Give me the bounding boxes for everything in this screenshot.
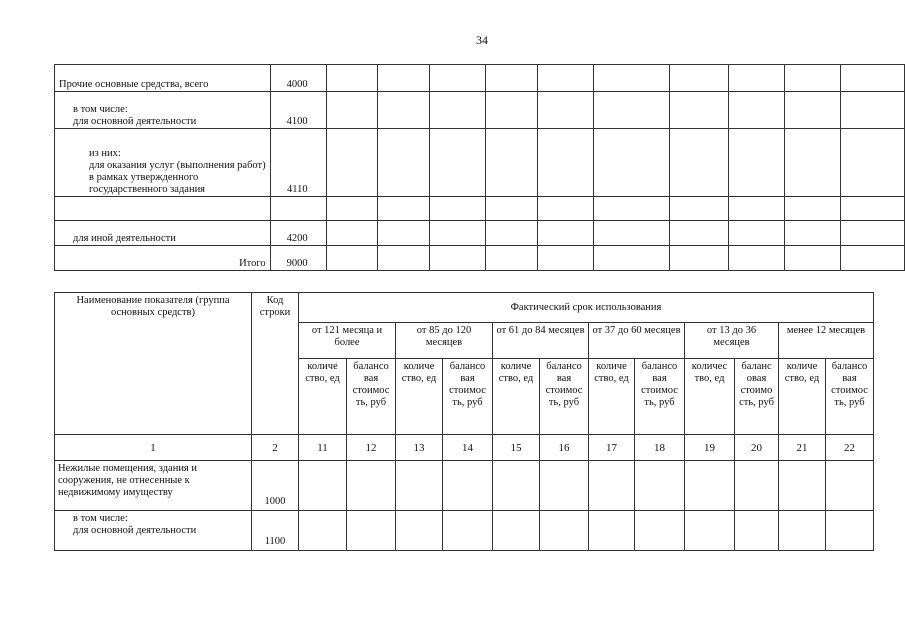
row-label — [55, 197, 271, 221]
row-label — [55, 92, 271, 129]
header-book-value: баланс овая стоимо сть, руб — [735, 359, 779, 435]
column-numbers-row — [55, 435, 874, 461]
header-quantity: количе ство, ед — [493, 359, 540, 435]
table-row — [55, 197, 905, 221]
row-code: 9000 — [270, 246, 326, 271]
row-label — [55, 129, 271, 197]
column-number: 18 — [635, 435, 685, 461]
row-code: 4200 — [270, 221, 326, 246]
column-number: 12 — [347, 435, 396, 461]
column-number: 17 — [589, 435, 635, 461]
table-row — [55, 129, 905, 197]
column-number: 2 — [252, 435, 299, 461]
column-number: 11 — [299, 435, 347, 461]
row-label-line: в том числе: для основной деятельности — [73, 513, 197, 536]
table-row — [55, 246, 905, 271]
header-period: от 13 до 36 месяцев — [685, 323, 779, 359]
column-number: 20 — [735, 435, 779, 461]
fixed-assets-table-top — [54, 64, 905, 271]
column-number: 14 — [443, 435, 493, 461]
column-number: 13 — [396, 435, 443, 461]
header-period: от 61 до 84 месяцев — [493, 323, 589, 359]
header-period: от 85 до 120 месяцев — [396, 323, 493, 359]
table-row — [55, 92, 905, 129]
row-code — [270, 197, 326, 221]
row-code: 4110 — [270, 129, 326, 197]
header-quantity: количе ство, ед — [589, 359, 635, 435]
row-label: Прочие основные средства, всего — [55, 65, 271, 92]
row-code: 1000 — [252, 461, 299, 511]
row-label-line: из них: для оказания услуг (выполнения работ) в рамках утвержденного государственного задания — [89, 148, 266, 195]
page-number: 34 — [476, 33, 488, 47]
table-row — [55, 221, 905, 246]
table-row — [55, 65, 905, 92]
row-label: Нежилые помещения, здания и сооружения, не отнесенные к недвижимому имуществу — [55, 461, 252, 511]
fixed-assets-table-bottom — [54, 292, 874, 551]
column-number: 19 — [685, 435, 735, 461]
table-row — [55, 511, 874, 551]
column-number: 15 — [493, 435, 540, 461]
row-code: 4000 — [270, 65, 326, 92]
row-label — [55, 511, 252, 551]
header-book-value: балансо вая стоимос ть, руб — [443, 359, 493, 435]
header-period: от 37 до 60 месяцев — [589, 323, 685, 359]
header-book-value: балансо вая стоимос ть, руб — [635, 359, 685, 435]
header-quantity: количе ство, ед — [299, 359, 347, 435]
header-book-value: балансо вая стоимос ть, руб — [347, 359, 396, 435]
row-code: 1100 — [252, 511, 299, 551]
header-indicator-name: Наименование показателя (группа основных средств) — [55, 293, 252, 435]
header-quantity: количес тво, ед — [685, 359, 735, 435]
header-quantity: количе ство, ед — [396, 359, 443, 435]
header-period: менее 12 месяцев — [779, 323, 874, 359]
column-number: 22 — [826, 435, 874, 461]
header-period: от 121 месяца и более — [299, 323, 396, 359]
header-book-value: балансо вая стоимос ть, руб — [540, 359, 589, 435]
column-number: 16 — [540, 435, 589, 461]
header-book-value: балансо вая стоимос ть, руб — [826, 359, 874, 435]
header-row-code: Код строки — [252, 293, 299, 435]
row-label-line: в том числе: для основной деятельности — [73, 104, 197, 127]
total-label: Итого — [55, 246, 271, 271]
header-quantity: количе ство, ед — [779, 359, 826, 435]
row-code: 4100 — [270, 92, 326, 129]
column-number: 1 — [55, 435, 252, 461]
table-row — [55, 461, 874, 511]
header-actual-usage-period: Фактический срок использования — [299, 293, 874, 323]
column-number: 21 — [779, 435, 826, 461]
row-label: для иной деятельности — [55, 221, 271, 246]
